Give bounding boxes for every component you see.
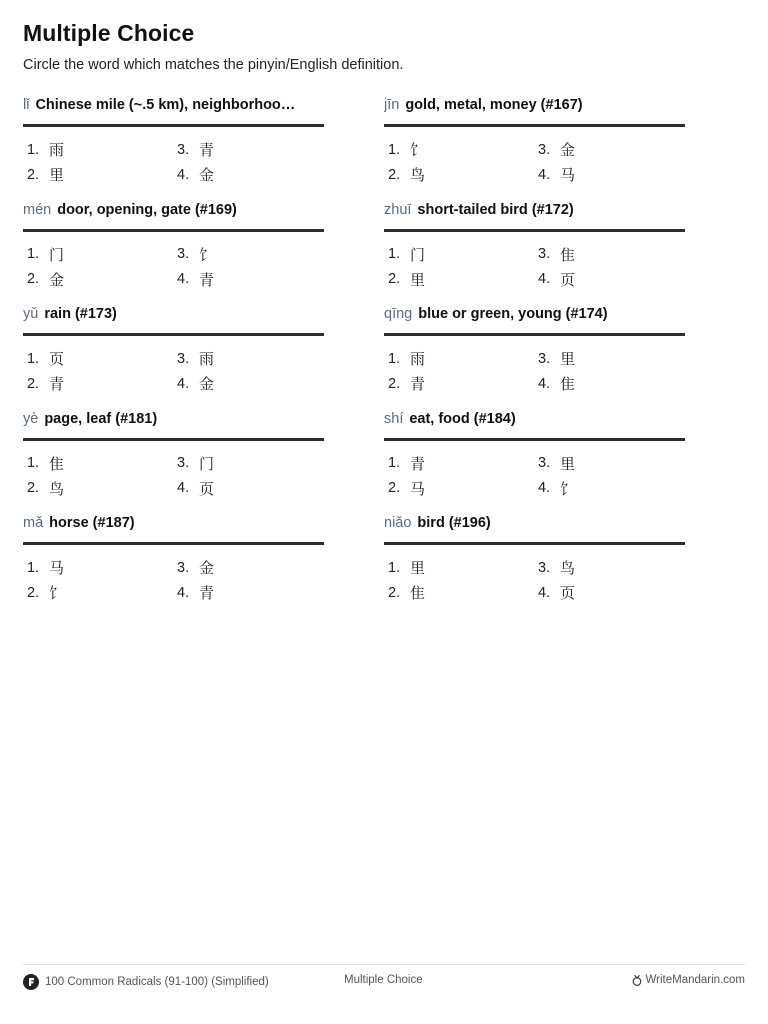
option-character: 隹 <box>560 375 576 393</box>
answer-options <box>384 555 685 605</box>
option-character: 青 <box>49 375 65 393</box>
answer-option[interactable] <box>177 346 327 371</box>
pinyin: niǎo <box>384 515 412 531</box>
answer-option[interactable] <box>27 555 177 580</box>
answer-option[interactable] <box>27 137 177 162</box>
option-character: 里 <box>410 270 426 289</box>
pinyin: zhuī <box>384 201 412 218</box>
option-number: 3. <box>177 141 190 158</box>
question-block <box>384 306 685 411</box>
answer-options <box>23 555 324 605</box>
definition: rain (#173) <box>44 306 117 322</box>
option-character: 门 <box>49 245 65 264</box>
option-number: 1. <box>388 559 401 576</box>
pinyin: jīn <box>384 97 400 113</box>
option-character: 隹 <box>410 584 426 602</box>
answer-option[interactable] <box>538 580 688 605</box>
answer-option[interactable] <box>538 555 688 580</box>
answer-options <box>384 137 685 187</box>
option-number: 4. <box>177 166 190 183</box>
option-number: 4. <box>538 166 551 183</box>
option-character: 饣 <box>410 141 426 159</box>
option-number: 3. <box>177 559 190 576</box>
option-character: 青 <box>199 270 215 289</box>
question-divider <box>23 229 324 232</box>
question-header <box>384 97 685 118</box>
option-character: 青 <box>199 584 215 602</box>
option-number: 3. <box>538 559 551 576</box>
option-number: 3. <box>177 350 190 367</box>
option-number: 3. <box>177 246 190 262</box>
answer-option[interactable] <box>388 346 538 371</box>
option-number: 2. <box>27 166 40 183</box>
option-character: 青 <box>199 141 215 159</box>
answer-option[interactable] <box>177 137 327 162</box>
writemandarin-brand-icon <box>631 974 643 986</box>
option-number: 1. <box>27 350 40 367</box>
option-character: 雨 <box>49 141 65 159</box>
option-character: 鸟 <box>410 166 426 184</box>
option-character: 隹 <box>49 454 65 473</box>
answer-option[interactable] <box>177 242 327 267</box>
option-character: 马 <box>410 479 426 498</box>
question-header <box>384 306 685 327</box>
definition: gold, metal, money (#167) <box>405 97 583 113</box>
answer-option[interactable] <box>177 476 327 501</box>
option-character: 页 <box>49 350 65 368</box>
option-number: 4. <box>177 375 190 392</box>
answer-option[interactable] <box>538 371 688 396</box>
pinyin: mén <box>23 201 52 218</box>
answer-option[interactable] <box>538 476 688 501</box>
option-character: 饣 <box>199 245 215 264</box>
instructions: Circle the word which matches the pinyin/English definition. <box>23 57 404 73</box>
answer-option[interactable] <box>27 346 177 371</box>
question-block <box>384 515 685 620</box>
answer-option[interactable] <box>388 371 538 396</box>
answer-option[interactable] <box>27 451 177 476</box>
option-number: 3. <box>538 141 551 158</box>
question-divider <box>23 124 324 127</box>
answer-options <box>23 346 324 396</box>
answer-options <box>23 137 324 187</box>
option-character: 页 <box>560 584 576 602</box>
option-number: 1. <box>27 141 40 158</box>
questions-grid <box>23 97 685 620</box>
option-character: 雨 <box>199 350 215 368</box>
option-character: 金 <box>199 166 215 184</box>
answer-options <box>384 346 685 396</box>
option-number: 4. <box>177 480 190 496</box>
option-number: 1. <box>388 246 401 262</box>
option-character: 饣 <box>49 584 65 602</box>
answer-options <box>384 451 685 501</box>
definition: page, leaf (#181) <box>44 410 158 427</box>
answer-option[interactable] <box>27 371 177 396</box>
definition: Chinese mile (~.5 km), neighborhoo… <box>35 97 296 113</box>
question-header <box>384 515 685 536</box>
option-character: 青 <box>410 454 426 473</box>
answer-option[interactable] <box>388 242 538 267</box>
answer-option[interactable] <box>177 555 327 580</box>
option-number: 3. <box>538 246 551 262</box>
option-number: 2. <box>388 271 401 287</box>
question-divider <box>23 333 324 336</box>
pinyin: qīng <box>384 306 413 322</box>
answer-option[interactable] <box>538 451 688 476</box>
footer-collection-title: 100 Common Radicals (91-100) (Simplified) <box>45 976 269 988</box>
option-number: 4. <box>538 584 551 601</box>
answer-option[interactable] <box>177 451 327 476</box>
answer-option[interactable] <box>27 242 177 267</box>
answer-option[interactable] <box>388 267 538 292</box>
page-title: Multiple Choice <box>23 20 195 46</box>
question-divider <box>23 438 324 441</box>
question-block <box>384 411 685 516</box>
question-header <box>23 515 324 536</box>
option-character: 金 <box>560 141 576 159</box>
option-character: 雨 <box>410 350 426 368</box>
answer-option[interactable] <box>27 580 177 605</box>
question-divider <box>384 124 685 127</box>
question-header <box>384 202 685 223</box>
option-number: 3. <box>538 455 551 471</box>
option-number: 1. <box>27 559 40 576</box>
answer-options <box>23 242 324 292</box>
pinyin: yǔ <box>23 306 39 322</box>
question-block <box>23 202 324 307</box>
option-number: 2. <box>27 375 40 392</box>
answer-option[interactable] <box>177 162 327 187</box>
option-number: 2. <box>388 584 401 601</box>
pinyin: shí <box>384 410 404 427</box>
definition: short-tailed bird (#172) <box>417 201 574 218</box>
question-block <box>23 411 324 516</box>
definition: door, opening, gate (#169) <box>57 201 237 218</box>
footer-site-link[interactable]: WriteMandarin.com <box>645 974 745 986</box>
option-character: 鸟 <box>560 559 576 577</box>
option-number: 4. <box>177 584 190 601</box>
definition: blue or green, young (#174) <box>418 306 608 322</box>
option-character: 门 <box>410 245 426 264</box>
option-number: 2. <box>27 271 40 287</box>
pinyin: lǐ <box>23 97 30 113</box>
answer-option[interactable] <box>538 346 688 371</box>
answer-options <box>384 242 685 292</box>
question-header <box>23 306 324 327</box>
option-number: 1. <box>27 455 40 471</box>
question-header <box>384 411 685 432</box>
option-character: 金 <box>49 270 65 289</box>
option-number: 1. <box>388 350 401 367</box>
answer-option[interactable] <box>538 267 688 292</box>
option-character: 里 <box>49 166 65 184</box>
question-divider <box>384 542 685 545</box>
option-number: 4. <box>177 271 190 287</box>
option-number: 1. <box>388 141 401 158</box>
answer-option[interactable] <box>388 162 538 187</box>
footer-divider <box>23 964 745 965</box>
option-character: 页 <box>560 270 576 289</box>
option-character: 马 <box>560 166 576 184</box>
option-number: 2. <box>388 480 401 496</box>
footer <box>23 974 745 990</box>
option-character: 金 <box>199 559 215 577</box>
answer-option[interactable] <box>27 162 177 187</box>
answer-option[interactable] <box>388 451 538 476</box>
answer-option[interactable] <box>27 476 177 501</box>
question-header <box>23 202 324 223</box>
option-number: 4. <box>538 480 551 496</box>
answer-option[interactable] <box>27 267 177 292</box>
option-number: 2. <box>388 166 401 183</box>
pinyin: mǎ <box>23 515 44 531</box>
option-character: 门 <box>199 454 215 473</box>
option-number: 1. <box>27 246 40 262</box>
answer-option[interactable] <box>388 137 538 162</box>
option-character: 青 <box>410 375 426 393</box>
question-divider <box>384 438 685 441</box>
option-character: 里 <box>560 350 576 368</box>
footer-worksheet-type: Multiple Choice <box>344 974 423 986</box>
footer-left <box>23 974 269 990</box>
answer-option[interactable] <box>177 267 327 292</box>
option-number: 3. <box>538 350 551 367</box>
option-number: 2. <box>388 375 401 392</box>
writemandarin-logo-icon <box>23 974 39 990</box>
option-number: 3. <box>177 455 190 471</box>
question-divider <box>384 333 685 336</box>
definition: bird (#196) <box>417 515 491 531</box>
question-block <box>384 97 685 202</box>
answer-option[interactable] <box>388 580 538 605</box>
option-character: 里 <box>560 454 576 473</box>
definition: eat, food (#184) <box>409 410 516 427</box>
answer-option[interactable] <box>538 162 688 187</box>
answer-option[interactable] <box>538 242 688 267</box>
option-character: 金 <box>199 375 215 393</box>
option-number: 2. <box>27 480 40 496</box>
answer-option[interactable] <box>388 555 538 580</box>
option-number: 4. <box>538 375 551 392</box>
answer-option[interactable] <box>177 580 327 605</box>
option-number: 1. <box>388 455 401 471</box>
option-character: 饣 <box>560 479 576 498</box>
question-block <box>23 97 324 202</box>
option-character: 里 <box>410 559 426 577</box>
question-block <box>23 306 324 411</box>
option-number: 4. <box>538 271 551 287</box>
option-character: 鸟 <box>49 479 65 498</box>
answer-option[interactable] <box>388 476 538 501</box>
question-divider <box>23 542 324 545</box>
answer-options <box>23 451 324 501</box>
question-header <box>23 97 324 118</box>
question-header <box>23 411 324 432</box>
definition: horse (#187) <box>49 515 135 531</box>
footer-right <box>631 974 746 986</box>
option-character: 隹 <box>560 245 576 264</box>
pinyin: yè <box>23 410 39 427</box>
option-character: 马 <box>49 559 65 577</box>
question-block <box>23 515 324 620</box>
option-number: 2. <box>27 584 40 601</box>
question-block <box>384 202 685 307</box>
question-divider <box>384 229 685 232</box>
answer-option[interactable] <box>538 137 688 162</box>
option-character: 页 <box>199 479 215 498</box>
answer-option[interactable] <box>177 371 327 396</box>
